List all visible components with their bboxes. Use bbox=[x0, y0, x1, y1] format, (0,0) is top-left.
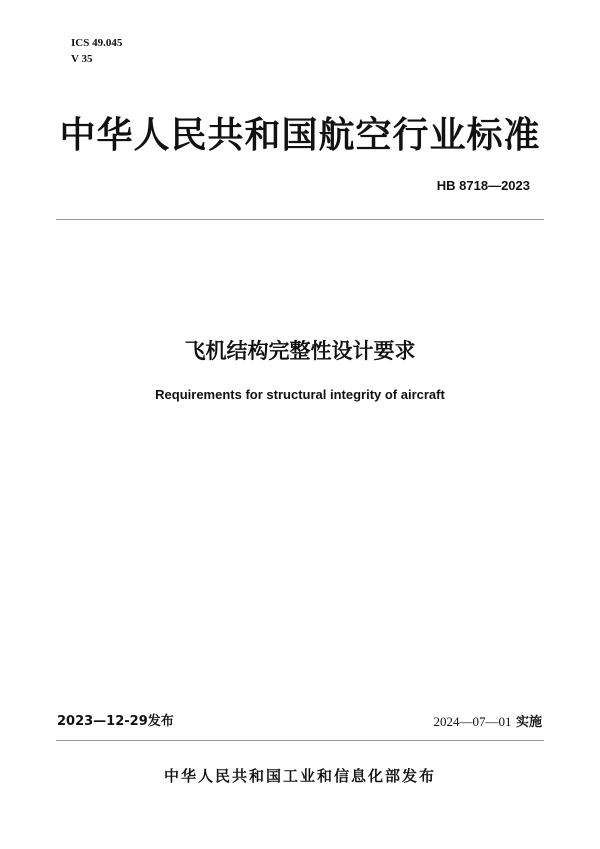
standard-number: HB 8718—2023 bbox=[436, 178, 530, 193]
bottom-divider bbox=[56, 740, 544, 741]
ics-code: ICS 49.045 bbox=[71, 37, 123, 49]
classification-codes bbox=[71, 35, 122, 67]
implementation-date-value: 2024—07—01 bbox=[433, 714, 512, 729]
document-title-english: Requirements for structural integrity of aircraft bbox=[155, 387, 445, 402]
top-divider bbox=[56, 219, 544, 220]
issue-date: 2023—12-29发布 bbox=[57, 714, 174, 729]
implementation-label: 实施 bbox=[511, 715, 542, 730]
document-title-chinese: 飞机结构完整性设计要求 bbox=[184, 339, 416, 363]
implementation-date bbox=[433, 713, 542, 732]
ccs-code: V 35 bbox=[71, 53, 93, 65]
publisher: 中华人民共和国工业和信息化部发布 bbox=[163, 767, 436, 785]
standard-category-title: 中华人民共和国航空行业标准 bbox=[59, 115, 541, 156]
